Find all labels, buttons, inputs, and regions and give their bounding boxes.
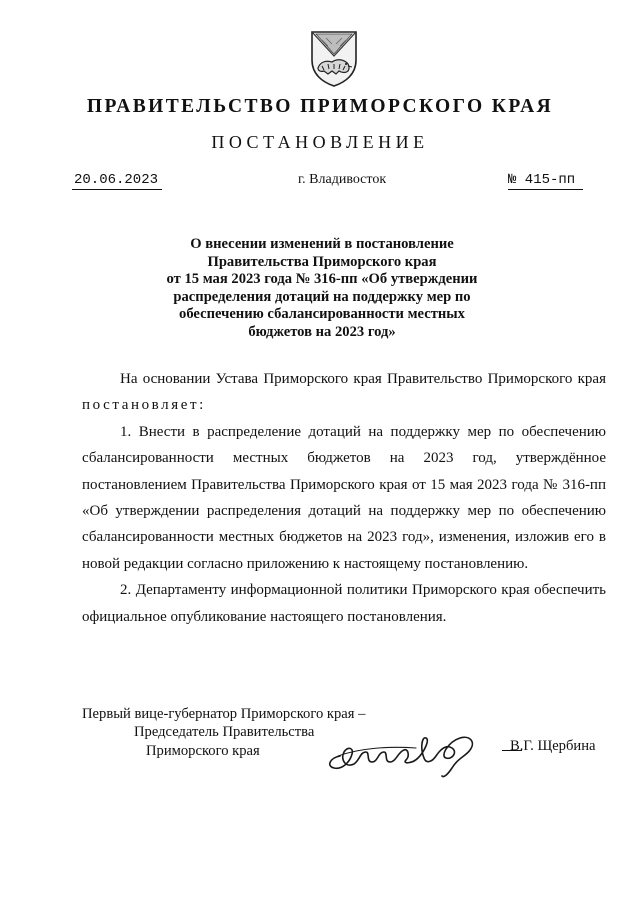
document-kind: ПОСТАНОВЛЕНИЕ (211, 132, 429, 152)
signature-block (82, 706, 606, 786)
handwritten-signature-icon (320, 722, 496, 780)
subject-line: бюджетов на 2023 год» (248, 323, 396, 340)
signer-position-line: Председатель Правительства (134, 724, 315, 740)
subject-line: распределения дотаций на поддержку мер по (173, 288, 471, 305)
preamble-text: На основании Устава Приморского края Правительство Приморского края (120, 371, 606, 387)
document-subject (150, 236, 494, 342)
document-number: № 415-пп (508, 172, 583, 190)
document-city: г. Владивосток (298, 172, 387, 187)
subject-line: О внесении изменений в постановление (190, 236, 454, 252)
item-1-paragraph: 1. Внести в распределение дотаций на поддержку мер по обеспечению сбалансированности местных бюджетов на 2023 год, утверждённое постановлением Правительства Приморского края от 15 мая 2023 года № 316-пп «Об утверждении распределения дотаций на поддержку мер по обеспечению сбалансированности местных бюджетов на 2023 год», изменения, изложив его в новой редакции согласно приложению к настоящему постановлению. (82, 423, 606, 572)
decree-verb: постановляет (82, 397, 200, 414)
preamble-colon: : (199, 397, 204, 414)
coat-of-arms-icon (302, 26, 366, 90)
signer-position-line: Первый вице-губернатор Приморского края – (82, 706, 366, 722)
document-body (82, 366, 606, 630)
document-meta (0, 172, 640, 194)
preamble-paragraph (82, 366, 606, 419)
subject-line: от 15 мая 2023 года № 316-пп «Об утверждении (166, 271, 478, 288)
signer-name: В.Г. Щербина (510, 738, 596, 754)
signer-position-line: Приморского края (146, 743, 260, 759)
government-title: ПРАВИТЕЛЬСТВО ПРИМОРСКОГО КРАЯ (86, 96, 554, 117)
item-2-paragraph: 2. Департаменту информационной политики Приморского края обеспечить официальное опубликование настоящего постановления. (82, 582, 606, 625)
subject-line: обеспечению сбалансированности местных (179, 306, 465, 323)
document-date: 20.06.2023 (72, 172, 162, 190)
subject-line: Правительства Приморского края (207, 253, 437, 270)
